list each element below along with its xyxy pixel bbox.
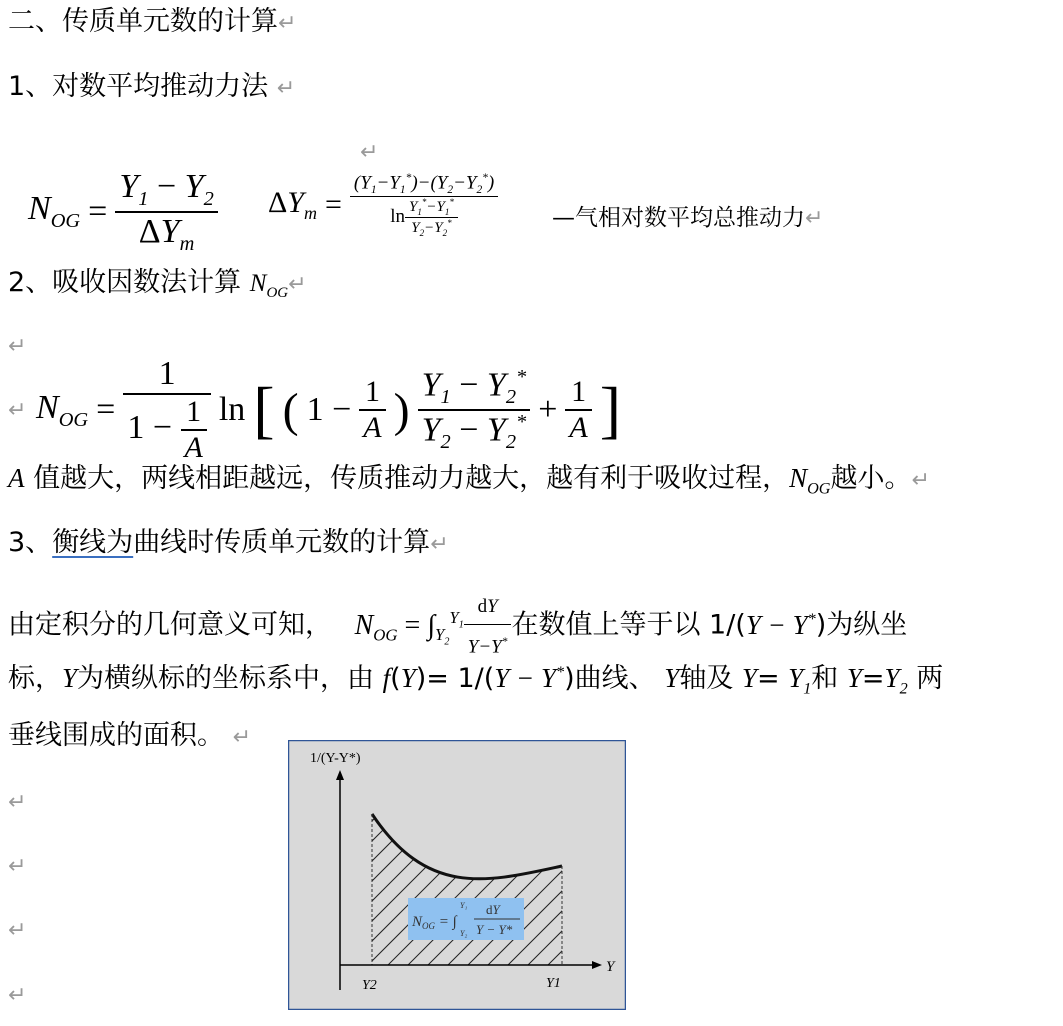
paragraph-mark-icon: ↵ xyxy=(276,76,296,101)
formula-absorption-factor: $N_{OG}$ = 1 1 − $\frac{1}{A}$ ln [ ( 1 − $\frac{1}{A}$ ) $\frac{Y_1 - Y_2^*}{Y_2 - Y_2^*}$ + $\frac{1}{A}$ ] xyxy=(36,355,622,464)
paragraph-mark-icon: ↵ xyxy=(360,140,379,165)
figure-frame xyxy=(289,741,626,1010)
y-axis-label: 1/(Y-Y*) xyxy=(310,751,361,766)
paragraph-mark-icon: ↵ xyxy=(8,983,27,1008)
section-1-title: 1、对数平均推动力法 ↵ xyxy=(8,71,296,102)
tick-y1-label: Y1 xyxy=(546,976,561,991)
svg-text:NOG = ∫: $N_{OG}$ = ∫ xyxy=(412,914,457,931)
paragraph-mark-icon: ↵ xyxy=(8,854,27,879)
paragraph-b-line-1: 由定积分的几何意义可知， $N_{OG} = \int_{Y_2}^{Y_1}$ $\frac{dY}{Y-Y^*}$ 在数值上等于以 1/(Y − Y*)为纵坐 xyxy=(8,596,908,658)
paragraph-mark-icon: ↵ xyxy=(232,725,252,750)
section-heading: 二、传质单元数的计算↵ xyxy=(8,6,297,37)
paragraph-mark-icon: ↵ xyxy=(8,790,27,815)
formula-nog-ratio: $N_{OG}$ = $\frac{Y_1 - Y_2}{\Delta Y_m}$ xyxy=(28,168,218,256)
paragraph-mark-icon: ↵ xyxy=(805,206,824,231)
paragraph-b-line-2: 标，Y为横纵标的坐标系中，由 f(Y)= 1/(Y − Y*)曲线、 Y轴及 $Y= Y_1$和 $Y=Y_2$ 两 xyxy=(8,663,944,698)
section-3-title: 3、衡线为曲线时传质单元数的计算↵ xyxy=(8,527,449,558)
area-diagram xyxy=(288,740,626,1010)
paragraph-mark-icon: ↵ xyxy=(8,398,27,423)
svg-text:Y₂: Y₂ xyxy=(460,929,468,938)
svg-text:dY: dY xyxy=(486,902,500,917)
svg-text:Y − Y*: Y − Y* xyxy=(476,922,513,937)
paragraph-mark-icon: ↵ xyxy=(8,918,27,943)
delta-ym-description: —气相对数平均总推动力↵ xyxy=(552,205,824,231)
paragraph-a-value: A 值越大，两线相距越远，传质推动力越大，越有利于吸收过程，$N_{OG}$越小。↵ xyxy=(8,463,930,498)
paragraph-mark-icon: ↵ xyxy=(911,468,930,493)
svg-text:Y₁: Y₁ xyxy=(460,901,468,910)
paragraph-mark-icon: ↵ xyxy=(278,11,297,36)
tick-y2-label: Y2 xyxy=(362,978,377,993)
paragraph-b-line-3: 垂线围成的面积。 ↵ xyxy=(8,720,252,751)
section-2-title: 2、吸收因数法计算 $N_{OG}↵$ xyxy=(8,267,307,301)
area-diagram-figure xyxy=(288,740,626,1010)
paragraph-mark-icon: ↵ xyxy=(288,272,307,297)
equilibrium-line-link[interactable]: 衡线为 xyxy=(52,527,134,558)
formula-delta-ym: $\Delta Y_m$ = $(Y_1-Y_1^*)-(Y_2-Y_2^*)$ ln $\frac{Y_1^*-Y_1^*}{Y_2-Y_2^*}$ xyxy=(268,172,498,238)
paragraph-mark-icon: ↵ xyxy=(8,334,27,359)
x-axis-label: Y xyxy=(606,959,615,975)
paragraph-mark-icon: ↵ xyxy=(430,532,449,557)
